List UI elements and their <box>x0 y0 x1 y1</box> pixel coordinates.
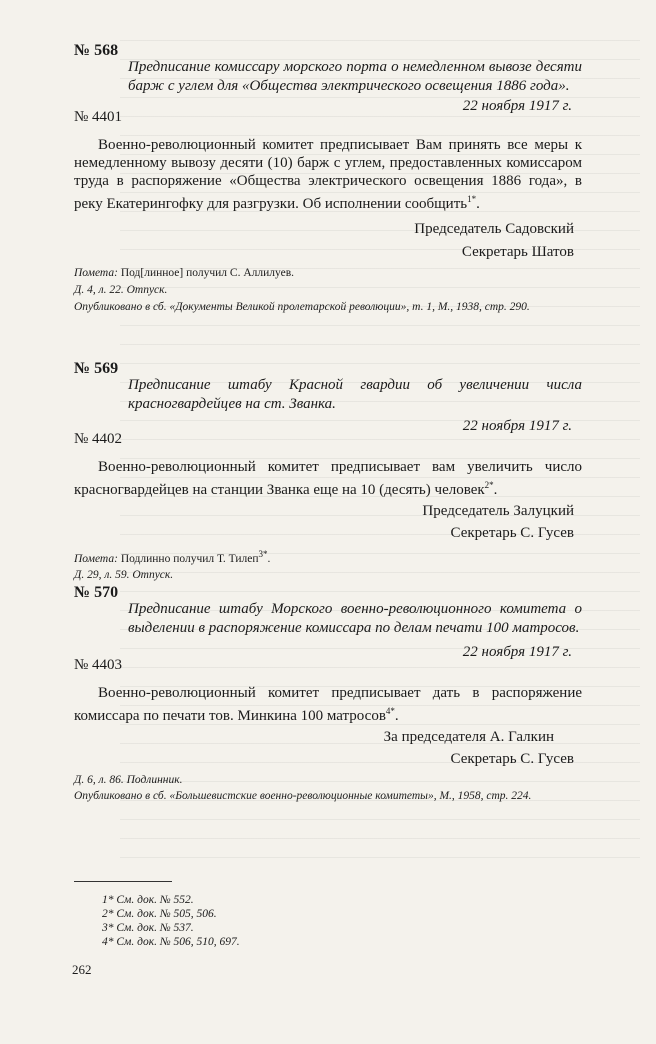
note-archive: Д. 4, л. 22. Отпуск. <box>74 284 168 296</box>
doc-reg-number: № 4402 <box>74 431 123 447</box>
note-archive: Д. 29, л. 59. Отпуск. <box>74 568 174 581</box>
note-archive: Д. 6, л. 86. Подлинник. <box>74 774 183 786</box>
footnote-ref: 1* <box>467 194 477 204</box>
document-569 <box>74 360 582 582</box>
footnote: 3* См. док. № 537. <box>102 922 194 934</box>
doc-text: Военно-революционный комитет предписывает Вам принять все меры к немедленному вывозу десяти (10) барж с углем, предоставленных комиссаром труда в распоряжение «Общества электрического освещения 1886 года», в реку Екатерингофку для разгрузки. Об исполнении сообщить$^{1*}$. <box>74 137 582 212</box>
note-published: Опубликовано в сб. «Большевистские военно-революционные комитеты», М., 1958, стр. 224. <box>74 790 532 802</box>
note-mark: Помета: Под[линное] получил С. Аллилуев. <box>74 267 295 279</box>
footnote-ref: 4* <box>385 706 395 716</box>
doc-subject: Предписание штабу Красной гвардии об увеличении числа красногвардейцев на ст. Званка. <box>128 377 582 412</box>
doc-number: № 570 <box>74 584 119 601</box>
signature-chair: Председатель Садовский <box>414 221 574 237</box>
doc-date: 22 ноября 1917 г. <box>462 98 572 114</box>
doc-date: 22 ноября 1917 г. <box>462 418 572 434</box>
doc-reg-number: № 4403 <box>74 657 123 673</box>
doc-subject: Предписание комиссару морского порта о немедленном вывозе десяти барж с углем для «Общества электрического освещения 1886 года». <box>128 59 582 94</box>
page-number: 262 <box>72 962 92 977</box>
signature-secretary: Секретарь Шатов <box>461 244 574 260</box>
note-published: Опубликовано в сб. «Документы Великой пролетарской революции», т. 1, М., 1938, стр. 290. <box>74 301 530 313</box>
signature-chair: За председателя А. Галкин <box>383 729 554 745</box>
footnote: 2* См. док. № 505, 506. <box>102 908 217 920</box>
document-568 <box>74 42 582 314</box>
footnote: 1* См. док. № 552. <box>102 894 194 906</box>
doc-subject: Предписание штабу Морского военно-революционного комитета о выделении в распоряжение комиссара по делам печати 100 матросов. <box>128 601 582 636</box>
footnote-divider <box>74 881 172 882</box>
doc-text: Военно-революционный комитет предписывает вам увеличить число красногвардейцев на станции Званка еще на 10 (десять) человек$^{2*}$. <box>74 459 582 498</box>
signature-chair: Председатель Залуцкий <box>422 503 574 519</box>
footnotes <box>74 893 374 949</box>
signature-secretary: Секретарь С. Гусев <box>450 525 574 541</box>
footnote: 4* См. док. № 506, 510, 697. <box>102 936 240 948</box>
note-mark: Помета: Подлинно получил Т. Тилеп$^{3*}$. <box>74 549 271 565</box>
doc-reg-number: № 4401 <box>74 109 123 125</box>
signature-secretary: Секретарь С. Гусев <box>450 751 574 767</box>
doc-text: Военно-революционный комитет предписывает дать в распоряжение комиссара по печати тов. Минкина 100 матросов$^{4*}$. <box>74 685 582 724</box>
document-570 <box>74 584 582 803</box>
doc-number: № 568 <box>74 42 119 59</box>
doc-number: № 569 <box>74 360 119 377</box>
footnote-ref: 2* <box>484 480 494 490</box>
doc-date: 22 ноября 1917 г. <box>462 644 572 660</box>
